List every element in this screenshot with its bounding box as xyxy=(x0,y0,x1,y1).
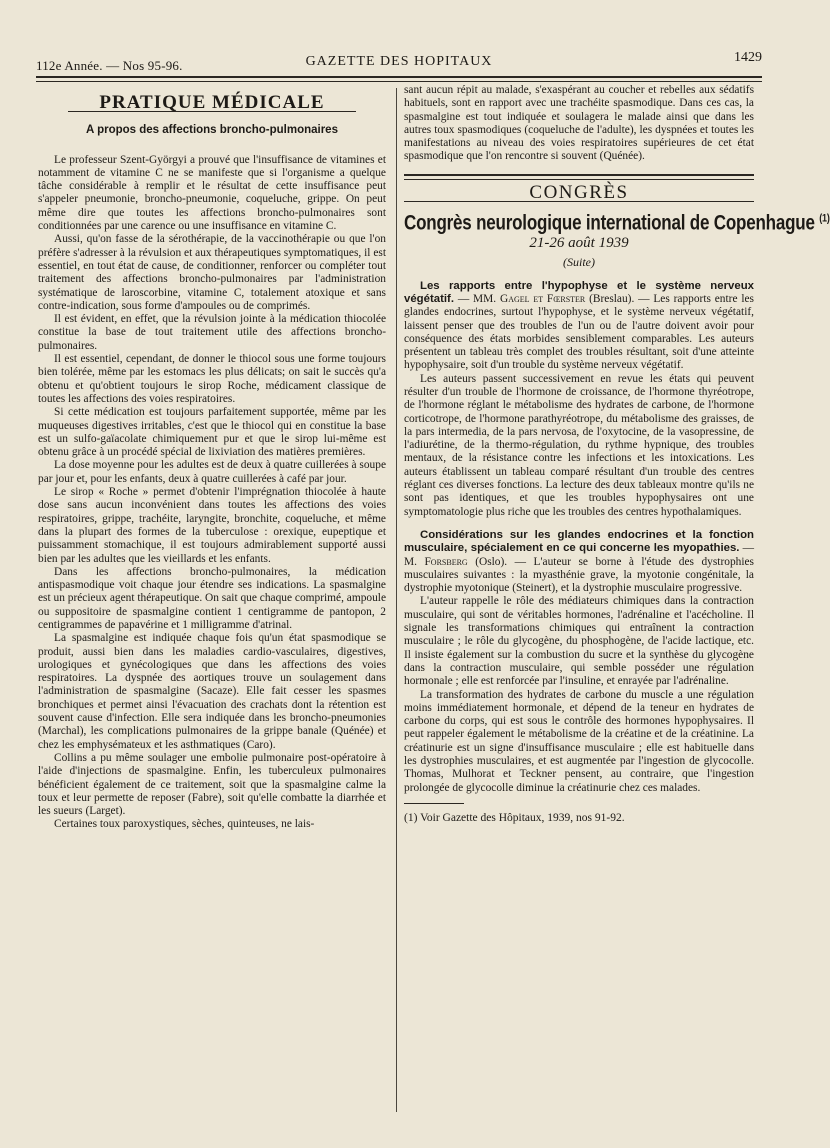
authors: Forsberg xyxy=(424,555,468,568)
article-heading: Les rapports entre l'hypophyse et le système nerveux végétatif. xyxy=(404,279,754,305)
paragraph: La dose moyenne pour les adultes est de deux à quatre cuillerées à soupe par jour et, pour les enfants, deux à quatre cuillerées à café par jour. xyxy=(38,459,386,485)
section-title-pratique: PRATIQUE MÉDICALE xyxy=(99,92,325,113)
article-text: (Oslo). — L'auteur se borne à l'étude des dystrophies musculaires suivantes : la myasthénie grave, la myotonie congénitale, la dystrophie myotonique (Steinert), et la dystrophie musculaire progressive. xyxy=(404,555,754,595)
authors-prefix: — M. xyxy=(404,542,754,568)
footnote xyxy=(404,803,754,825)
continued-paragraph: sant aucun répit au malade, s'exaspérant au coucher et rebelles aux sédatifs habituels, sont en rapport avec une trachéite spasmodique. Dans ces cas, la spasmalgine est tout indiquée et soulagera le malade ainsi que dans les autres toux spasmodiques (coqueluche de l'adulte), les dyspnées et toutes les manifestations au niveau des voies respiratoires supérieures de cet état spasmodique que l'on rencontre si souvent (Quénée). xyxy=(404,84,754,163)
right-column xyxy=(404,84,830,825)
journal-title: GAZETTE DES HOPITAUX xyxy=(305,54,493,69)
paragraph: La spasmalgine est indiquée chaque fois qu'un état spasmodique se produit, aussi bien dans les maladies cardio-vasculaires, digestives, urologiques et gynécologiques que dans les affections des voies respiratoires. La dyspnée des aortiques trouve un soulagement dans l'administration de spasmalgine (Sacaze). Elle fait cesser les spasmes bronchiques et permet ainsi l'évacuation des crachats dont la rétention est souvent cause d'infection. Elle sera indiquée dans les broncho-pneumonies (Marchal), les complications pulmonaires de la grippe banale (Quénée) et chez les emphysémateux et les asthmatiques (Caro). xyxy=(38,632,386,751)
congress-footnote-ref: (1) xyxy=(819,211,830,224)
paragraph: Les auteurs passent successivement en revue les états qui peuvent résulter d'un trouble de l'hormone de croissance, de l'hormone thyréotrope, de l'hormone réglant le métabolisme des hydrates de carbone, de l'hormone corticotrope, de l'hormone parathyréotrope, du métabolisme des graisses, de la pars intermedia, de la pars nervosa, de l'oxytocine, de la vasopressine, de l'adiurétine, de la thermo-régulation, du rythme hypnique, des troubles mentaux, de la résistance contre les infections et les intoxications. Les auteurs établissent un tableau comparé résultant d'un trouble des centres réglant ces diverses fonctions. La lecture des deux tableaux montre qu'ils ne sont pas identiques, et que les troubles hypophysaires ont une symptomatologie plus riche que les troubles des centres hypothalamiques. xyxy=(404,372,754,518)
left-column xyxy=(38,92,386,832)
paragraph: Le sirop « Roche » permet d'obtenir l'imprégnation thiocolée à haute dose sans aucun inconvénient dans toutes les affections des voies respiratoires, grippe, trachéite, laryngite, bronchite, coqueluche, et même dans la plupart des formes de la tuberculose : orexique, eupeptique et puissamment stomachique, il est toujours admirablement supporté aussi bien par les adultes que les vieillards et les enfants. xyxy=(38,486,386,565)
suite-label: (Suite) xyxy=(563,255,595,270)
authors-prefix: — MM. xyxy=(454,292,500,305)
footnote-text: (1) Voir Gazette des Hôpitaux, 1939, nos 91-92. xyxy=(404,811,625,824)
page-number: 1429 xyxy=(734,50,762,65)
article-paragraph xyxy=(404,280,754,373)
paragraph: Le professeur Szent-Györgyi a prouvé que l'insuffisance de vitamines et notamment de vitamine C ne se manifeste que si l'organisme a quelque tâche considérable à remplir et le résultat de cette insuffisance peut s'appeler pneumonie, broncho-pneumonie, coqueluche, grippe. On peut même dire que toutes les affections broncho-pulmonaires sont conditionnées par une carence ou une insuffisance en vitamine C. xyxy=(38,153,386,233)
congress-title-text: Congrès neurologique international de Copenhague xyxy=(404,210,815,235)
paragraph: Il est évident, en effet, que la révulsion jointe à la médication thiocolée constitue la base de tout traitement utile des affections broncho-pulmonaires. xyxy=(38,313,386,352)
header-rule xyxy=(36,76,762,78)
issue-info: 112e Année. — Nos 95-96. xyxy=(36,58,183,73)
footnote-rule xyxy=(404,803,464,804)
paragraph: Collins a pu même soulager une embolie pulmonaire post-opératoire à l'aide d'injections de spasmalgine. Enfin, les tuberculeux pulmonaires bénéficient également de ce traitement, soit que la spasmalgine calme la toux et leur permette de reposer (Fabre), soit qu'elle combatte la diarrhée et les sueurs (Larget). xyxy=(38,751,386,818)
paragraph: Certaines toux paroxystiques, sèches, quinteuses, ne lais- xyxy=(54,818,315,831)
congress-dates: 21-26 août 1939 xyxy=(529,235,629,252)
paragraph: Il est essentiel, cependant, de donner le thiocol sous une forme toujours bien tolérée, même par les estomacs les plus délicats; on sait le succès qu'a obtenu et qu'obtient toujours le sirop Roche, médicament classique de toutes les affections des voies respiratoires. xyxy=(38,353,386,405)
paragraph: L'auteur rappelle le rôle des médiateurs chimiques dans la contraction musculaire, qui sont de véritables hormones, l'adrénaline et l'acécholine. Il signale les transformations chimiques qui entraînent la contraction musculaire ; le rôle du glycogène, du phosphogène, de l'acide lactique, etc. Il insiste également sur la combustion du sucre et la synthèse du glycogène dans la contraction musculaire, qui semble posséder une régulation hormonale ; elle est renforcée par l'insuline, et enrayée par l'adrénaline. xyxy=(404,595,754,688)
paragraph: Dans les affections broncho-pulmonaires, la médication antispasmodique voit chaque jour étendre ses indications. La spasmalgine est un précieux agent thérapeutique. On sait que chaque comprimé, ampoule ou suppositoire de spasmalgine contient 1 centigramme de pantopon, 2 centigrammes de papavérine et 1 milligramme d'atrinal. xyxy=(38,565,386,631)
article-text: (Breslau). — Les rapports entre les glandes endocrines, surtout l'hypophyse, et le système nerveux végétatif, laissent penser que des troubles de l'un ou de l'autre doivent avoir pour conséquence des états morbides sensiblement comparables. Les auteurs présentent un tableau très complet des troubles résultant, soit d'une atteinte hypophysaire, soit d'un trouble du système nerveux végétatif. xyxy=(404,292,754,372)
header-rule-thin xyxy=(36,81,762,82)
article-paragraph xyxy=(404,529,754,595)
authors: Gagel et Fœrster xyxy=(499,292,586,305)
article-heading: Considérations sur les glandes endocrines et la fonction musculaire, spécialement en ce qui concerne les myopathies. xyxy=(404,528,754,555)
section-rule xyxy=(404,174,754,176)
section-title-congres: CONGRÈS xyxy=(529,181,629,203)
congress-title xyxy=(404,210,830,235)
column-divider xyxy=(396,88,397,1112)
paragraph: Si cette médication est toujours parfaitement supportée, même par les muqueuses digestives irritables, c'est que le thiocol qui en constitue la base est un sulfo-gaïacolate chimiquement pur et que le sirop lui-même est obtenu grâce à un procédé spécial de lixiviation des matières premières. xyxy=(38,406,386,459)
section-rule-thin xyxy=(404,179,754,180)
page-header xyxy=(36,50,762,74)
paragraph: La transformation des hydrates de carbone du muscle a une régulation moins immédiatement hormonale, et dépend de la teneur en hydrates de carbone du corps, qui est sous le contrôle des hormones hypophysaires. Il peut rappeler également le métabolisme de la créatine et de la créatinine. La créatinurie est un signe d'insuffisance musculaire ; elle est habituelle dans les dystrophies musculaires, et est augmentée par l'ingestion de glycocolle. Thomas, Mulhorat et Teckner pensent, au contraire, que l'ingestion prolongée de glycocolle diminue la créatinurie chez ces malades. xyxy=(404,688,754,794)
paragraph: Aussi, qu'on fasse de la sérothérapie, de la vaccinothérapie ou que l'on préfère s'adresser à la révulsion et aux thérapeutiques symptomatiques, il est essentiel, en tout état de cause, de conditionner, renforcer ou compléter tout traitement des affections broncho-pulmonaires par l'administration systématique de laroscorbine, vitamine C, totalement atoxique et sans contre-indication, sous forme d'ampoules ou de comprimés. xyxy=(38,233,386,312)
article-subtitle: A propos des affections broncho-pulmonaires xyxy=(86,124,338,137)
